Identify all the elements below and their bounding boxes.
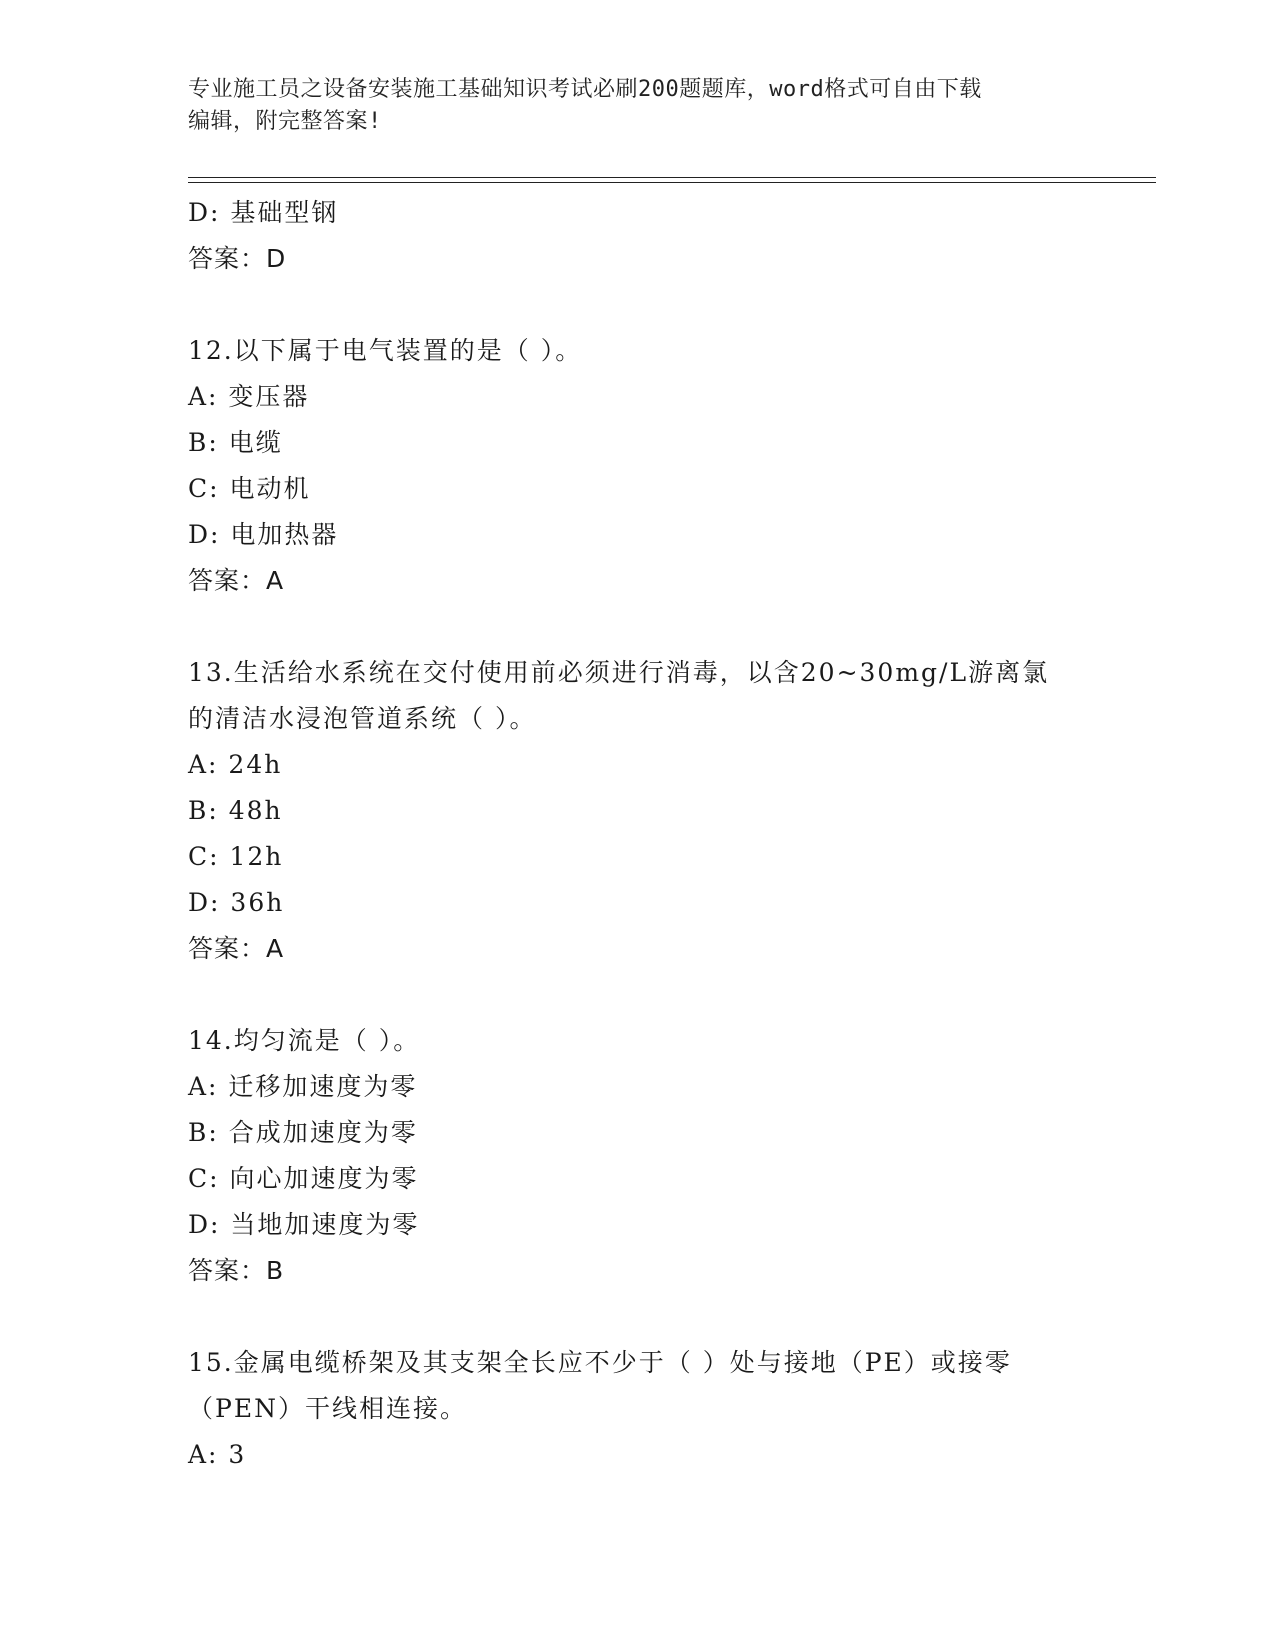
option-line: A: 迁移加速度为零 [188, 1072, 418, 1101]
question-text: 13.生活给水系统在交付使用前必须进行消毒，以含20~30mg/L游离氯 [188, 658, 1050, 687]
option-line: D: 当地加速度为零 [188, 1210, 420, 1239]
question-block [188, 328, 1088, 604]
question-text: 15.金属电缆桥架及其支架全长应不少于（ ）处与接地（PE）或接零 [188, 1348, 1012, 1377]
option-line: B: 电缆 [188, 428, 283, 457]
option-line: B: 48h [188, 796, 283, 825]
spacer [188, 972, 1088, 1018]
option-line: C: 向心加速度为零 [188, 1164, 419, 1193]
header-divider-bottom [188, 182, 1156, 183]
question-block [188, 1340, 1088, 1478]
spacer [188, 604, 1088, 650]
option-line: D: 基础型钢 [188, 198, 339, 227]
answer-line: 答案：D [188, 244, 287, 273]
answer-line: 答案：A [188, 566, 285, 595]
option-line: A: 变压器 [188, 382, 310, 411]
option-line: D: 36h [188, 888, 285, 917]
option-line: A: 24h [188, 750, 283, 779]
header-divider-top [188, 177, 1156, 178]
answer-line: 答案：A [188, 934, 285, 963]
spacer [188, 1294, 1088, 1340]
option-line: C: 电动机 [188, 474, 311, 503]
document-header [188, 74, 1068, 138]
question-text: 12.以下属于电气装置的是（ ）。 [188, 336, 583, 365]
question-text-continued: （PEN）干线相连接。 [188, 1394, 467, 1423]
option-line: B: 合成加速度为零 [188, 1118, 418, 1147]
question-block [188, 650, 1088, 972]
question-block [188, 1018, 1088, 1294]
header-line-1: 专业施工员之设备安装施工基础知识考试必刷200题题库，word格式可自由下载 [188, 77, 982, 102]
option-line: A: 3 [188, 1440, 247, 1469]
option-line: C: 12h [188, 842, 284, 871]
question-text: 14.均匀流是（ ）。 [188, 1026, 421, 1055]
answer-line: 答案：B [188, 1256, 285, 1285]
option-line: D: 电加热器 [188, 520, 339, 549]
spacer [188, 282, 1088, 328]
question-list [188, 190, 1088, 1478]
header-line-2: 编辑，附完整答案! [188, 109, 382, 134]
question-text-continued: 的清洁水浸泡管道系统（ ）。 [188, 704, 537, 733]
